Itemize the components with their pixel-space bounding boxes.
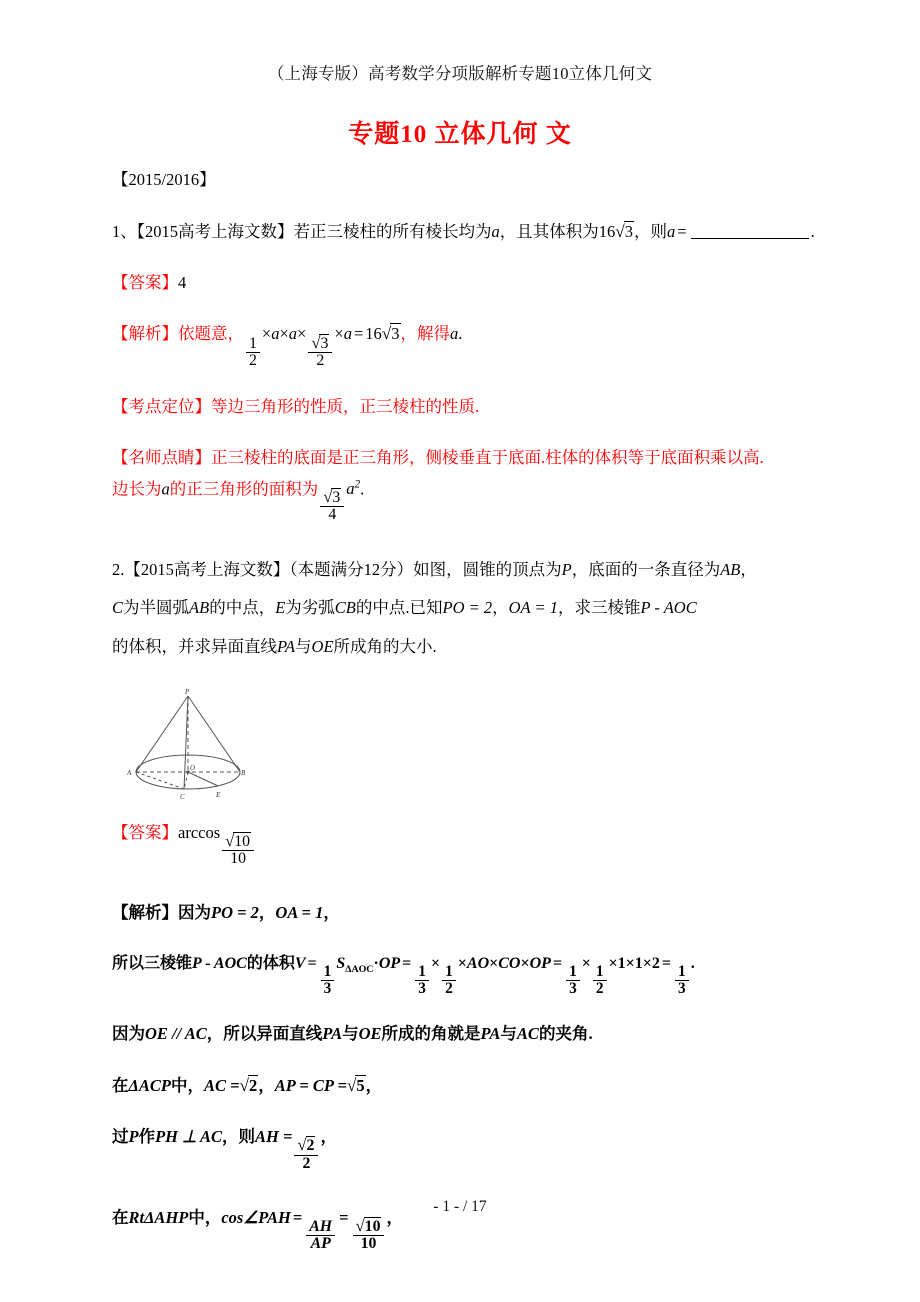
mingshi-period: .: [360, 479, 365, 499]
problem-1-mingshi: [112, 446, 832, 471]
solid-PAOC: P - AOC: [192, 955, 247, 973]
problem-2-yu: 与: [295, 637, 312, 657]
point-E: E: [275, 598, 286, 618]
problem-2-analysis-lead: [112, 901, 832, 926]
cone-diagram: [126, 686, 832, 809]
value-AH: AH =: [255, 1127, 293, 1147]
times-5: ×: [581, 955, 591, 973]
times-2: ×: [457, 955, 467, 973]
eq-3: =: [552, 955, 563, 973]
eq-4: =: [661, 955, 672, 973]
radical-icon: √: [381, 324, 392, 344]
sqrt-5: √5: [346, 1076, 365, 1096]
problem-1-text-3: ，则: [634, 221, 668, 241]
eq-1: =: [307, 955, 317, 973]
eq-1: =: [292, 1207, 303, 1227]
times-3: ×: [489, 955, 499, 973]
problem-1-answer: [112, 271, 832, 296]
problem-2-text-7: ，求三棱锥: [557, 598, 641, 618]
analysis-label: 【解析】: [112, 324, 178, 344]
yu-2: 与: [500, 1024, 517, 1044]
point-P: P: [128, 1127, 139, 1147]
mingshi-label: 【名师点睛】: [112, 447, 211, 467]
period-end: .: [690, 955, 695, 973]
line-OE-1: OE: [358, 1024, 382, 1044]
perpendicular-relation: PH ⊥ AC: [155, 1127, 223, 1147]
parallel-end: 的夹角.: [538, 1024, 593, 1044]
fill-in-blank: [691, 238, 809, 239]
result-fraction: $\frac{1}{3}$: [675, 964, 689, 996]
zuo: 作: [138, 1127, 156, 1147]
times-1: ×: [261, 324, 272, 344]
arc-AB: AB: [189, 598, 210, 618]
ph-lead: 过: [112, 1127, 129, 1147]
problem-1-volume-sqrt: √3: [615, 221, 634, 241]
symbol-S: S: [336, 955, 346, 973]
one-third-fraction-2: $\frac{1}{3}$: [415, 964, 429, 996]
answer-label: 【答案】: [112, 822, 178, 842]
times-2: ×: [279, 324, 289, 344]
mingshi-line2-mid: 的正三角形的面积为: [169, 479, 319, 499]
volume-mid: 的体积: [246, 955, 295, 973]
comma-end: ，: [365, 1076, 383, 1096]
rt-lead: 在: [112, 1207, 129, 1227]
line-AC: AC: [516, 1024, 539, 1044]
dot-operator: ·: [373, 955, 379, 973]
one-third-fraction-1: $\frac{1}{3}$: [321, 964, 335, 996]
problem-1-text-1: 若正三棱柱的所有棱长均为: [293, 221, 492, 241]
point-P: P: [561, 559, 572, 579]
parallel-mid: ，所以异面直线: [206, 1024, 323, 1044]
answer-label: 【答案】: [112, 272, 178, 292]
subscript-AOC: ΔAOC: [345, 964, 374, 976]
comma-2: ，: [323, 903, 340, 923]
figure-label-A: A: [127, 768, 132, 777]
volume-lead: 所以三棱锥: [112, 955, 193, 973]
one-half-fraction-2: $\frac{1}{2}$: [593, 964, 607, 996]
cos-angle-PAH: cos∠PAH: [221, 1207, 291, 1227]
answer-value: 4: [178, 272, 187, 292]
eq-2: =: [339, 1207, 349, 1227]
sqrt3-num: √3: [308, 335, 332, 353]
sqrt-2-1: √2: [239, 1076, 258, 1096]
value-PO: PO = 2: [442, 598, 493, 618]
sqrt3-over-2-fraction: $\frac{√3}{2}$: [308, 335, 332, 369]
times-1: ×: [430, 955, 441, 973]
arc-CB: CB: [334, 598, 356, 618]
radical-icon: √: [225, 831, 235, 851]
rhs-coeff: 16: [365, 324, 382, 344]
page-footer: - 1 - / 17: [433, 1198, 487, 1215]
line-PA-1: PA: [322, 1024, 343, 1044]
problem-1-var-a: a: [491, 221, 500, 241]
problem-2-perpendicular-line: [112, 1125, 832, 1172]
value-OA: OA = 1: [508, 598, 558, 618]
problem-2-text-6: 的中点.已知: [355, 598, 443, 618]
figure-label-B: B: [241, 768, 246, 777]
comma-end: ，: [320, 1127, 337, 1147]
parallel-relation: OE // AC: [145, 1024, 207, 1044]
problem-1-equals: =: [677, 221, 687, 241]
figure-label-E: E: [216, 790, 221, 799]
triangle-lead: 在: [112, 1076, 129, 1096]
problem-2-text-5: 为劣弧: [285, 598, 335, 618]
problem-1-number: 1、: [112, 221, 137, 241]
radical-icon: √: [615, 221, 625, 241]
line-PA: PA: [277, 637, 296, 657]
figure-label-P: P: [185, 687, 190, 696]
problem-1-statement: [112, 219, 832, 245]
problem-1-period: .: [810, 221, 815, 241]
problem-2-number: 2.: [112, 559, 125, 579]
numeric-product: ×1×1×2: [608, 955, 660, 973]
problem-2-answer: [112, 821, 832, 868]
mingshi-text: 正三棱柱的底面是正三角形，侧棱垂直于底面.柱体的体积等于底面积乘以高.: [211, 447, 764, 467]
figure-label-O: O: [190, 763, 196, 772]
problem-2-parallel-line: [112, 1022, 832, 1047]
radical-icon: √: [346, 1076, 357, 1096]
a-1: a: [271, 324, 280, 344]
exponent-2: 2: [354, 478, 361, 491]
sqrt3-over-4-fraction: $\frac{√3}{4}$: [320, 489, 344, 523]
problem-2-comma-1: ，: [740, 559, 757, 579]
analysis-lead: 依题意，: [178, 324, 244, 344]
section-label: [112, 168, 832, 193]
segment-CO: CO: [498, 955, 521, 973]
analysis-result: a.: [450, 324, 463, 344]
times-3: ×: [297, 324, 307, 344]
period-end: .: [458, 324, 463, 344]
one-half-fraction: $\frac{1}{2}$: [246, 336, 260, 369]
problem-1-mingshi-line2: [112, 477, 832, 524]
problem-2-volume-line: [112, 952, 832, 996]
answer-fraction: $\frac{√10}{10}$: [222, 833, 254, 867]
answer-arccos: arccos: [178, 822, 221, 842]
radical-icon: √: [311, 332, 321, 352]
point-C: C: [112, 598, 124, 618]
line-OE: OE: [311, 637, 334, 657]
comma-1: ，: [258, 903, 276, 923]
times-4: ×: [520, 955, 530, 973]
kaodian-label: 【考点定位】: [112, 397, 211, 417]
radical-icon: √: [355, 1215, 365, 1235]
figure-label-C: C: [180, 792, 185, 801]
analysis-label: 【解析】: [112, 903, 178, 923]
sqrt2-over-2-fraction: $\frac{√2}{2}$: [294, 1137, 318, 1171]
parallel-tail: 所成的角就是: [381, 1024, 481, 1044]
one-half-fraction-1: $\frac{1}{2}$: [442, 964, 456, 996]
problem-2-text-1: 如图，圆锥的顶点为: [413, 559, 562, 579]
problem-1-volume-coeff: 16: [598, 221, 616, 241]
kaodian-text: 等边三角形的性质，正三棱柱的性质.: [211, 397, 480, 417]
problem-2-text-9: 所成角的大小.: [333, 637, 437, 657]
times-4: ×: [334, 324, 344, 344]
segment-AB: AB: [720, 559, 741, 579]
running-head: （上海专版）高考数学分项版解析专题10立体几何文: [267, 64, 653, 83]
problem-1-analysis: [112, 321, 832, 369]
problem-2-statement-line1: [112, 558, 832, 583]
problem-2-text-3: 为半圆弧: [123, 598, 190, 618]
eq-2: =: [402, 955, 412, 973]
right-triangle-AHP: RtΔAHP: [128, 1207, 189, 1227]
radical-icon: √: [239, 1076, 249, 1096]
problem-1-kaodian: [112, 395, 832, 420]
mingshi-var: a: [161, 479, 170, 499]
problem-2-text-4: 的中点，: [209, 598, 276, 618]
parallel-lead: 因为: [112, 1024, 145, 1044]
sqrt10-over-10-fraction: $\frac{√10}{10}$: [353, 1218, 385, 1252]
AH-over-AP-fraction: $\frac{AH}{AP}$: [306, 1219, 335, 1252]
rhs-sqrt: √3: [381, 324, 400, 344]
line-PA-2: PA: [480, 1024, 501, 1044]
value-AP-CP: AP = CP =: [274, 1076, 347, 1096]
problem-2-statement-line2: [112, 596, 832, 621]
zhong-2: 中，: [188, 1207, 222, 1227]
problem-1-answer-var: a: [667, 221, 676, 241]
problem-2-text-8: 的体积，并求异面直线: [112, 637, 277, 657]
problem-2-source: 【2015高考上海文数】: [124, 559, 290, 579]
symbol-V: V: [294, 955, 306, 973]
problem-1-text-2: ，且其体积为: [499, 221, 599, 241]
a-2: a: [288, 324, 298, 344]
ze: ，则: [222, 1127, 256, 1147]
a-3: a: [343, 324, 352, 344]
segment-OP-2: OP: [529, 955, 551, 973]
segment-AO: AO: [466, 955, 490, 973]
value-OA: OA = 1: [275, 903, 324, 923]
problem-2-statement-line3: [112, 635, 832, 660]
problem-2-triangle-line: [112, 1073, 832, 1099]
a-squared-base: a: [346, 479, 355, 499]
triangle-ACP: ΔACP: [128, 1076, 171, 1096]
yu-1: 与: [342, 1024, 359, 1044]
problem-2-text-2: ，底面的一条直径为: [571, 559, 721, 579]
one-third-fraction-3: $\frac{1}{3}$: [566, 964, 580, 996]
section-label-text: 【2015/2016】: [112, 170, 216, 189]
radical-icon: √: [297, 1135, 307, 1155]
comma-1: ，: [258, 1076, 275, 1096]
document-body: [112, 168, 832, 1266]
comma-end: ，: [386, 1207, 403, 1227]
analysis-result-lead: ，解得: [400, 324, 451, 344]
value-AC: AC =: [203, 1076, 240, 1096]
mingshi-line2-lead: 边长为: [112, 479, 162, 499]
analysis-expression: $\frac{1}{2}$ ×a×a× $\frac{√3}{2}$ ×a = 16√3: [244, 324, 401, 343]
zhong-1: 中，: [170, 1076, 204, 1096]
mingshi-area-expression: [318, 478, 361, 524]
problem-2-comma-2: ，: [492, 598, 509, 618]
radical-icon: √: [323, 487, 333, 507]
solid-PAOC: P - AOC: [640, 598, 697, 618]
analysis-lead-text: 因为: [178, 903, 211, 923]
value-PO: PO = 2: [211, 903, 259, 923]
problem-1-source: 【2015高考上海文数】: [136, 221, 294, 241]
segment-OP-1: OP: [378, 955, 401, 973]
page-title: 专题10 立体几何 文: [348, 121, 572, 148]
cone-diagram-svg: [126, 686, 250, 804]
problem-2-marks: （本题满分12分）: [289, 559, 414, 579]
